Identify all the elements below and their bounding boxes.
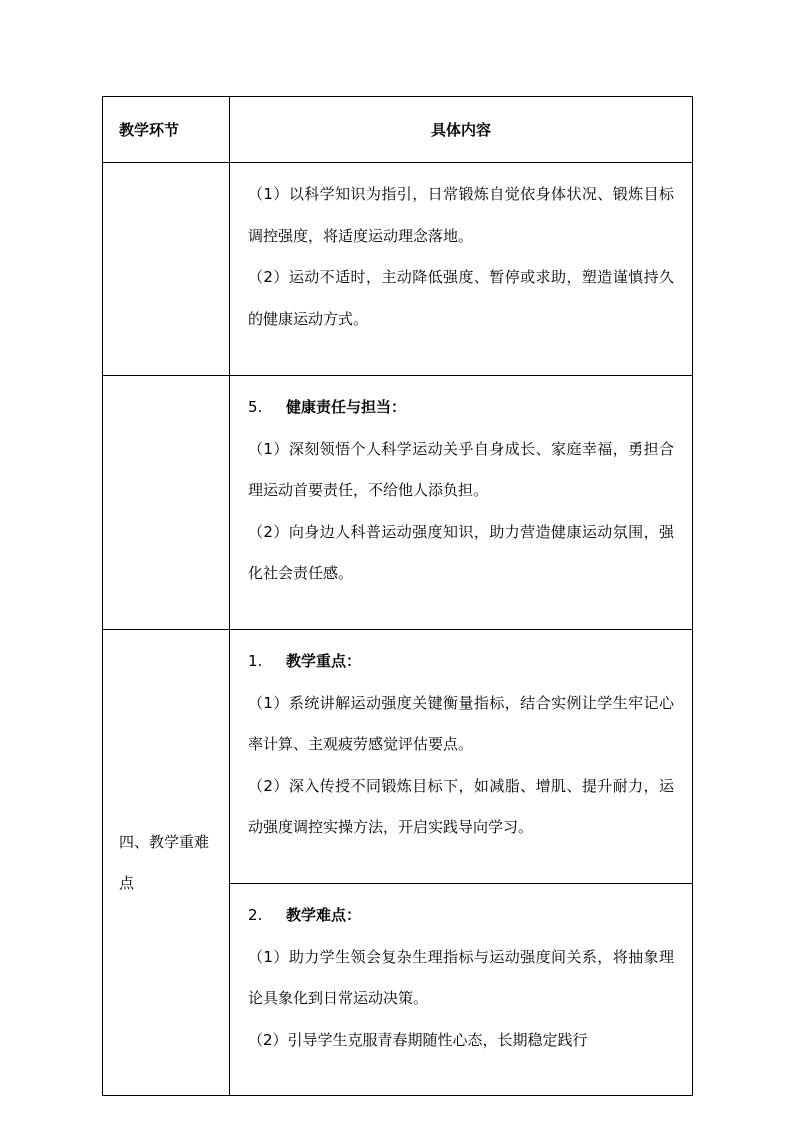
paragraph: （2）深入传授不同锻炼目标下，如减脂、增肌、提升耐力，运动强度调控实操方法，开启实践导向学习。 <box>248 776 674 836</box>
section-heading <box>248 387 674 429</box>
stage-label-four: 四、教学重难点 <box>103 630 230 1096</box>
paragraph: （2）向身边人科普运动强度知识，助力营造健康运动氛围，强化社会责任感。 <box>248 522 674 582</box>
heading-text: 教学难点： <box>286 906 362 924</box>
section-c-cell <box>230 630 693 884</box>
table-row <box>103 630 693 884</box>
table-row <box>103 163 693 376</box>
section-heading <box>248 895 674 937</box>
paragraph: （1）以科学知识为指引，日常锻炼自觉依身体状况、锻炼目标调控强度，将适度运动理念落地。 <box>248 185 674 245</box>
content-table <box>102 96 693 1096</box>
empty-stage-cell <box>103 163 230 376</box>
empty-stage-cell <box>103 376 230 630</box>
section-b-cell <box>230 376 693 630</box>
section-heading <box>248 641 674 683</box>
paragraph: （2）运动不适时，主动降低强度、暂停或求助，塑造谨慎持久的健康运动方式。 <box>248 268 674 328</box>
heading-text: 健康责任与担当： <box>286 398 407 416</box>
heading-number: 5. <box>248 398 263 416</box>
header-content: 具体内容 <box>230 97 693 163</box>
table-header-row <box>103 97 693 163</box>
paragraph: （1）助力学生领会复杂生理指标与运动强度间关系，将抽象理论具象化到日常运动决策。 <box>248 947 674 1007</box>
paragraph: （1）系统讲解运动强度关键衡量指标，结合实例让学生牢记心率计算、主观疲劳感觉评估要点。 <box>248 693 674 753</box>
header-stage: 教学环节 <box>103 97 230 163</box>
paragraph: （1）深刻领悟个人科学运动关乎自身成长、家庭幸福，勇担合理运动首要责任，不给他人添负担。 <box>248 439 674 499</box>
heading-number: 1. <box>248 652 263 670</box>
table-row <box>103 376 693 630</box>
paragraph: （2）引导学生克服青春期随性心态，长期稳定践行 <box>248 1030 588 1049</box>
heading-number: 2. <box>248 906 263 924</box>
heading-text: 教学重点： <box>286 652 362 670</box>
section-a-cell <box>230 163 693 376</box>
section-d-cell <box>230 884 693 1096</box>
